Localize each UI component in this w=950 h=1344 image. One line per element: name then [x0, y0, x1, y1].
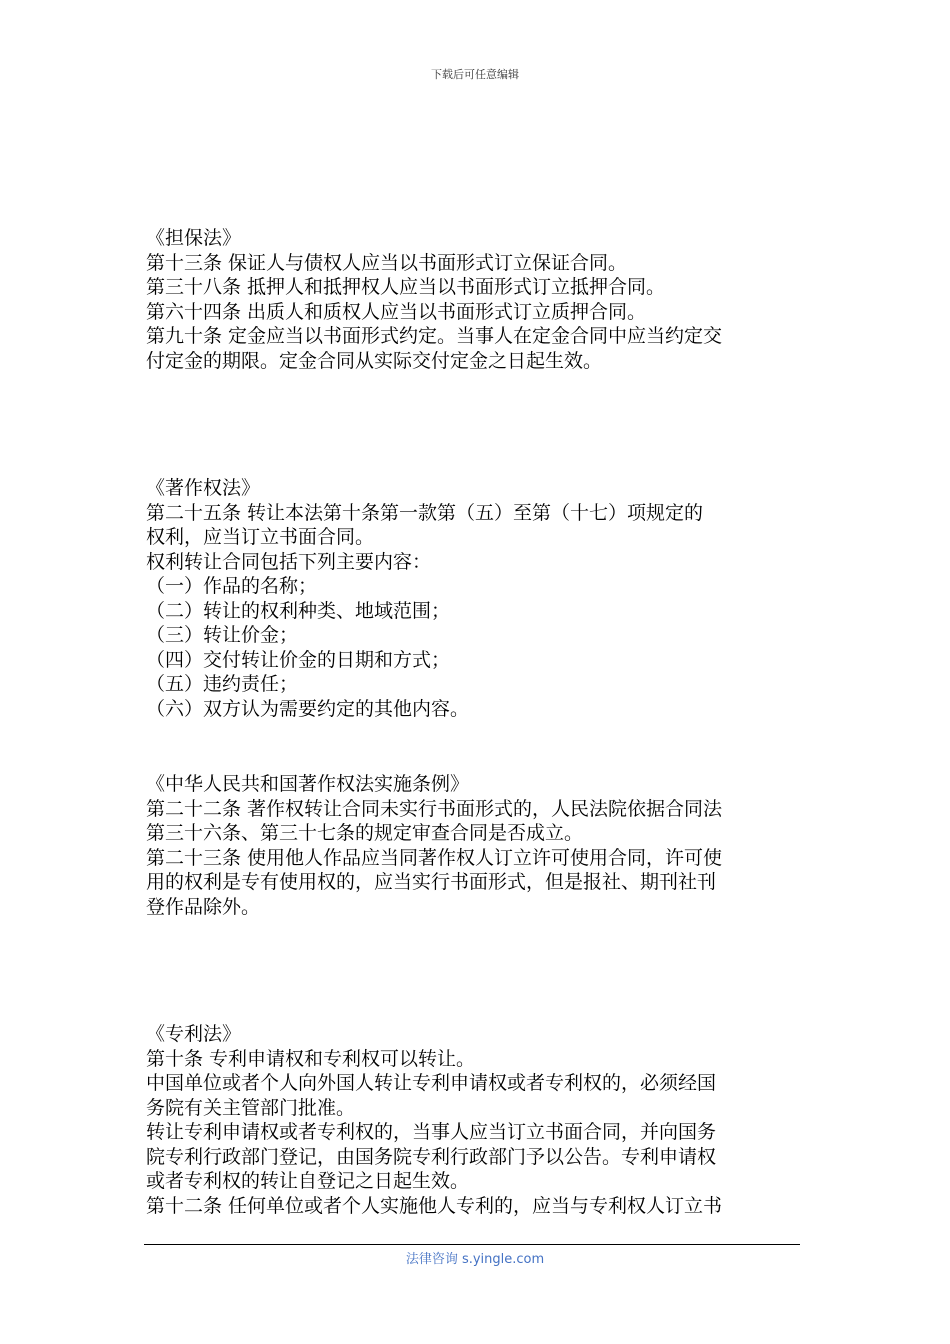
article-line: 中国单位或者个人向外国人转让专利申请权或者专利权的，必须经国 — [146, 1072, 717, 1094]
article-line: 或者专利权的转让自登记之日起生效。 — [146, 1170, 470, 1192]
article-line: 第十条 专利申请权和专利权可以转让。 — [146, 1047, 476, 1070]
article-line: 务院有关主管部门批准。 — [146, 1096, 356, 1119]
list-item: （二）转让的权利种类、地域范围； — [146, 599, 451, 622]
article-line: 权利，应当订立书面合同。 — [146, 526, 375, 548]
section-title: 《中华人民共和国著作权法实施条例》 — [146, 773, 470, 795]
article-line: 第二十五条 转让本法第十条第一款第（五）至第（十七）项规定的 — [146, 501, 704, 524]
section-zhuanlifa — [146, 1022, 806, 1218]
section-danbaofa — [146, 226, 806, 373]
article-line: 第十三条 保证人与债权人应当以书面形式订立保证合同。 — [146, 251, 628, 274]
article-line: 登作品除外。 — [146, 895, 261, 918]
page-footer[interactable]: 法律咨询 s.yingle.com — [405, 1252, 545, 1267]
list-item: （六）双方认为需要约定的其他内容。 — [146, 697, 470, 720]
article-line: 第十二条 任何单位或者个人实施他人专利的，应当与专利权人订立书 — [146, 1194, 723, 1217]
article-line: 第三十八条 抵押人和抵押权人应当以书面形式订立抵押合同。 — [146, 276, 666, 298]
article-line: 第九十条 定金应当以书面形式约定。当事人在定金合同中应当约定交 — [146, 325, 723, 347]
article-line: 用的权利是专有使用权的，应当实行书面形式，但是报社、期刊社刊 — [146, 871, 717, 893]
article-line: 付定金的期限。定金合同从实际交付定金之日起生效。 — [146, 349, 603, 372]
section-title: 《专利法》 — [146, 1023, 242, 1045]
list-item: （一）作品的名称； — [146, 575, 318, 597]
article-line: 第六十四条 出质人和质权人应当以书面形式订立质押合同。 — [146, 300, 647, 323]
list-item: （四）交付转让价金的日期和方式； — [146, 648, 451, 671]
list-item: （五）违约责任； — [146, 673, 299, 695]
article-line: 权利转让合同包括下列主要内容： — [146, 550, 432, 573]
page-header: 下载后可任意编辑 — [431, 68, 519, 81]
list-item: （三）转让价金； — [146, 624, 299, 646]
section-zhuzuoquanfa — [146, 476, 806, 721]
article-line: 院专利行政部门登记，由国务院专利行政部门予以公告。专利申请权 — [146, 1145, 717, 1168]
section-title: 《著作权法》 — [146, 477, 261, 499]
section-shishi-tiaoli — [146, 772, 806, 919]
article-line: 第二十二条 著作权转让合同未实行书面形式的，人民法院依据合同法 — [146, 797, 723, 820]
article-line: 第二十三条 使用他人作品应当同著作权人订立许可使用合同，许可使 — [146, 846, 723, 869]
section-title: 《担保法》 — [146, 227, 242, 249]
article-line: 转让专利申请权或者专利权的，当事人应当订立书面合同，并向国务 — [146, 1121, 717, 1143]
article-line: 第三十六条、第三十七条的规定审查合同是否成立。 — [146, 822, 584, 844]
footer-divider — [144, 1244, 800, 1245]
